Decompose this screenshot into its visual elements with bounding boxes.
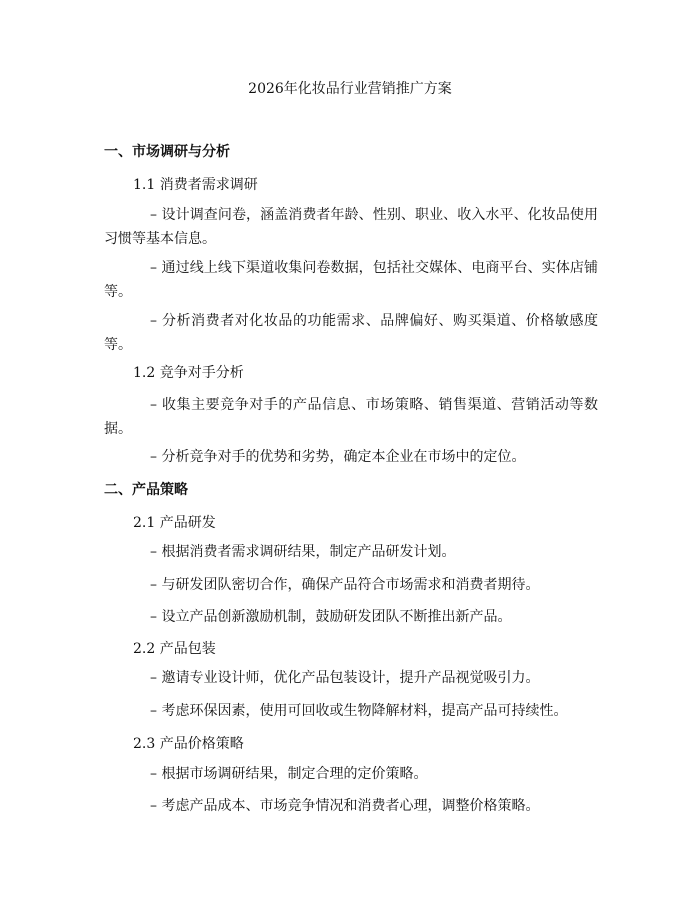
paragraph: – 考虑环保因素，使用可回收或生物降解材料，提高产品可持续性。	[150, 703, 568, 719]
subsection-heading-consumer-research: 1.1 消费者需求调研	[133, 177, 258, 193]
paragraph: – 分析消费者对化妆品的功能需求、品牌偏好、购买渠道、价格敏感度等。	[104, 313, 598, 353]
section-heading-market-research: 一、市场调研与分析	[104, 144, 230, 160]
paragraph: – 与研发团队密切合作，确保产品符合市场需求和消费者期待。	[150, 577, 540, 593]
paragraph: – 根据消费者需求调研结果，制定产品研发计划。	[150, 544, 456, 560]
paragraph: – 收集主要竞争对手的产品信息、市场策略、销售渠道、营销活动等数据。	[104, 397, 598, 437]
paragraph: – 设立产品创新激励机制，鼓励研发团队不断推出新产品。	[150, 609, 512, 625]
paragraph: – 考虑产品成本、市场竞争情况和消费者心理，调整价格策略。	[150, 798, 540, 814]
subsection-heading-pricing: 2.3 产品价格策略	[133, 736, 244, 752]
paragraph: – 设计调查问卷，涵盖消费者年龄、性别、职业、收入水平、化妆品使用习惯等基本信息。	[104, 207, 598, 247]
subsection-heading-competitor-analysis: 1.2 竞争对手分析	[133, 365, 244, 381]
subsection-heading-packaging: 2.2 产品包装	[133, 641, 216, 657]
section-heading-product-strategy: 二、产品策略	[104, 482, 188, 498]
document-title: 2026年化妆品行业营销推广方案	[248, 81, 452, 97]
paragraph: – 分析竞争对手的优势和劣势，确定本企业在市场中的定位。	[150, 449, 526, 465]
paragraph: – 通过线上线下渠道收集问卷数据，包括社交媒体、电商平台、实体店铺等。	[104, 260, 598, 300]
paragraph: – 根据市场调研结果，制定合理的定价策略。	[150, 766, 428, 782]
subsection-heading-product-rd: 2.1 产品研发	[133, 515, 216, 531]
paragraph: – 邀请专业设计师，优化产品包装设计，提升产品视觉吸引力。	[150, 670, 540, 686]
